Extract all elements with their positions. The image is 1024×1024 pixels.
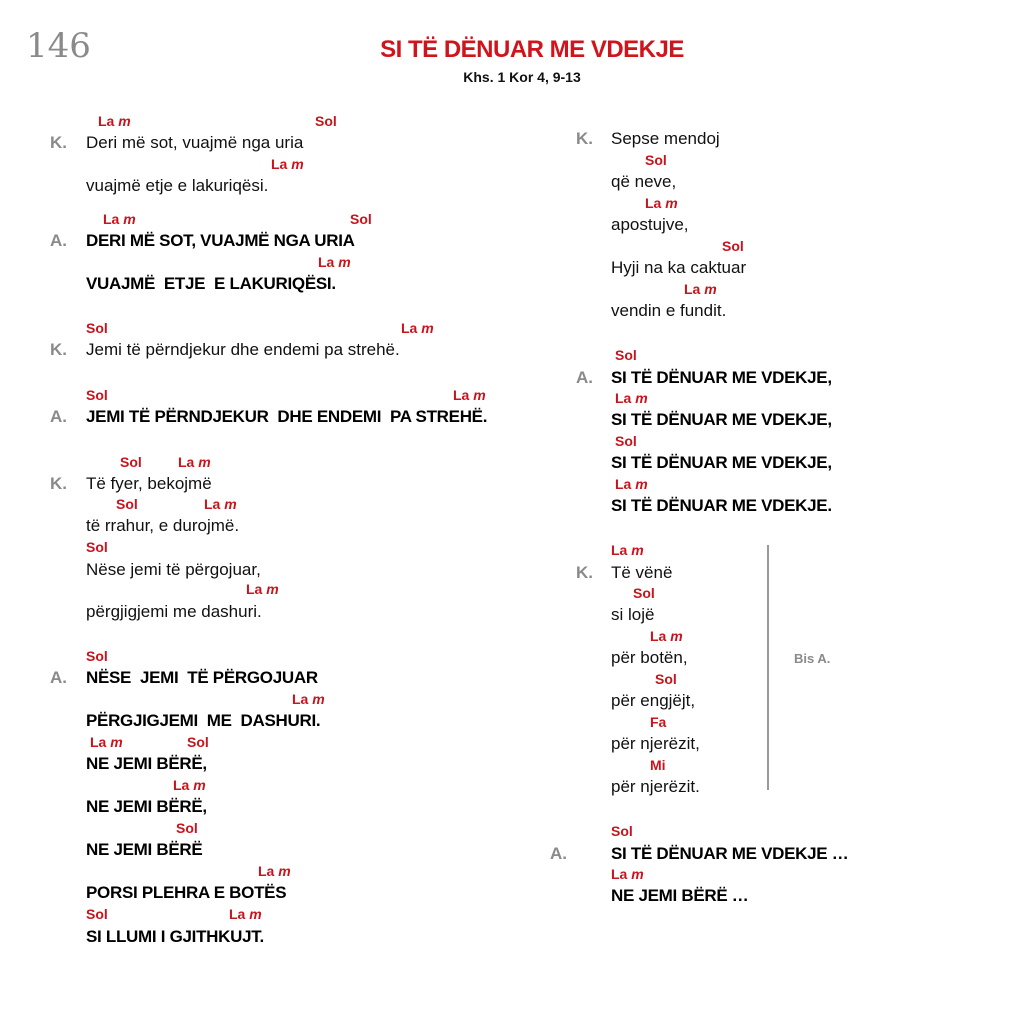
part-marker: K. — [576, 563, 593, 582]
chord-label: La m — [684, 281, 717, 297]
assembly-line: DERI MË SOT, VUAJMË NGA URIA — [86, 231, 355, 250]
assembly-line: SI TË DËNUAR ME VDEKJE. — [611, 496, 832, 515]
chord-label: Sol — [120, 454, 142, 470]
lyric-line: vuajmë etje e lakuriqësi. — [86, 176, 269, 195]
chord-label: Sol — [86, 387, 108, 403]
chord-label: La m — [271, 156, 304, 172]
chord-label: La m — [611, 542, 644, 558]
assembly-line: SI LLUMI I GJITHKUJT. — [86, 927, 264, 946]
chord-label: La m — [292, 691, 325, 707]
chord-label: Sol — [187, 734, 209, 750]
chord-label: Sol — [86, 648, 108, 664]
chord-label: Sol — [611, 823, 633, 839]
assembly-line: SI TË DËNUAR ME VDEKJE, — [611, 410, 832, 429]
chord-label: Fa — [650, 714, 667, 730]
chord-label: Sol — [655, 671, 677, 687]
assembly-line: NE JEMI BËRË, — [86, 754, 207, 773]
lyric-line: të rrahur, e durojmë. — [86, 516, 240, 535]
chord-label: Sol — [86, 906, 108, 922]
lyric-line: Të fyer, bekojmë — [86, 474, 212, 493]
part-marker: A. — [50, 407, 67, 426]
lyric-line: Deri më sot, vuajmë nga uria — [86, 133, 304, 152]
chord-label: Sol — [645, 152, 667, 168]
chord-label: Sol — [633, 585, 655, 601]
lyric-line: Jemi të përndjekur dhe endemi pa strehë. — [86, 340, 400, 359]
chord-label: Sol — [86, 320, 108, 336]
part-marker: K. — [50, 474, 67, 493]
lyric-line: vendin e fundit. — [611, 301, 727, 320]
chord-label: Sol — [722, 238, 744, 254]
lyric-line: përgjigjemi me dashuri. — [86, 602, 262, 621]
chord-label: La m — [453, 387, 486, 403]
part-marker: A. — [50, 668, 67, 687]
assembly-line: PORSI PLEHRA E BOTËS — [86, 883, 287, 902]
chord-label: La m — [173, 777, 206, 793]
chord-label: La m — [611, 866, 644, 882]
chord-label: Sol — [116, 496, 138, 512]
chord-label: La m — [615, 476, 648, 492]
assembly-line: SI TË DËNUAR ME VDEKJE, — [611, 453, 832, 472]
assembly-line: PËRGJIGJEMI ME DASHURI. — [86, 711, 321, 730]
chord-label: Sol — [176, 820, 198, 836]
part-marker: K. — [50, 340, 67, 359]
lyric-line: si lojë — [611, 605, 655, 624]
lyric-line: Sepse mendoj — [611, 129, 720, 148]
chord-label: La m — [615, 390, 648, 406]
chord-label: La m — [246, 581, 279, 597]
lyric-line: që neve, — [611, 172, 677, 191]
chord-label: La m — [401, 320, 434, 336]
chord-label: Sol — [315, 113, 337, 129]
chord-label: La m — [98, 113, 131, 129]
assembly-line: NËSE JEMI TË PËRGOJUAR — [86, 668, 318, 687]
chord-label: Sol — [615, 433, 637, 449]
part-marker: A. — [50, 231, 67, 250]
assembly-line: VUAJMË ETJE E LAKURIQËSI. — [86, 274, 336, 293]
assembly-line: SI TË DËNUAR ME VDEKJE, — [611, 368, 832, 387]
part-marker: K. — [576, 129, 593, 148]
lyric-line: për njerëzit, — [611, 734, 700, 753]
chord-label: La m — [318, 254, 351, 270]
lyric-line: apostujve, — [611, 215, 689, 234]
chord-label: La m — [204, 496, 237, 512]
assembly-line: SI TË DËNUAR ME VDEKJE … — [611, 844, 849, 863]
chord-label: Mi — [650, 757, 666, 773]
chord-label: La m — [258, 863, 291, 879]
assembly-line: NE JEMI BËRË … — [611, 886, 749, 905]
part-marker: A. — [550, 844, 567, 863]
chord-label: La m — [178, 454, 211, 470]
chord-label: La m — [90, 734, 123, 750]
scripture-reference: Khs. 1 Kor 4, 9-13 — [463, 69, 581, 85]
repeat-bracket-line — [767, 545, 769, 790]
lyric-line: Të vënë — [611, 563, 673, 582]
assembly-line: NE JEMI BËRË — [86, 840, 203, 859]
lyric-line: Nëse jemi të përgojuar, — [86, 560, 261, 579]
chord-label: Sol — [615, 347, 637, 363]
assembly-line: NE JEMI BËRË, — [86, 797, 207, 816]
lyric-line: për njerëzit. — [611, 777, 700, 796]
song-title: SI TË DËNUAR ME VDEKJE — [380, 36, 684, 63]
chord-label: La m — [650, 628, 683, 644]
chord-label: Sol — [86, 539, 108, 555]
part-marker: K. — [50, 133, 67, 152]
chord-label: La m — [229, 906, 262, 922]
chord-label: Sol — [350, 211, 372, 227]
chord-label: La m — [103, 211, 136, 227]
lyric-line: për botën, — [611, 648, 688, 667]
part-marker: A. — [576, 368, 593, 387]
page-number: 146 — [26, 26, 91, 66]
repeat-label: Bis A. — [794, 651, 831, 666]
assembly-line: JEMI TË PËRNDJEKUR DHE ENDEMI PA STREHË. — [86, 407, 488, 426]
lyric-line: Hyji na ka caktuar — [611, 258, 747, 277]
lyric-line: për engjëjt, — [611, 691, 696, 710]
chord-label: La m — [645, 195, 678, 211]
